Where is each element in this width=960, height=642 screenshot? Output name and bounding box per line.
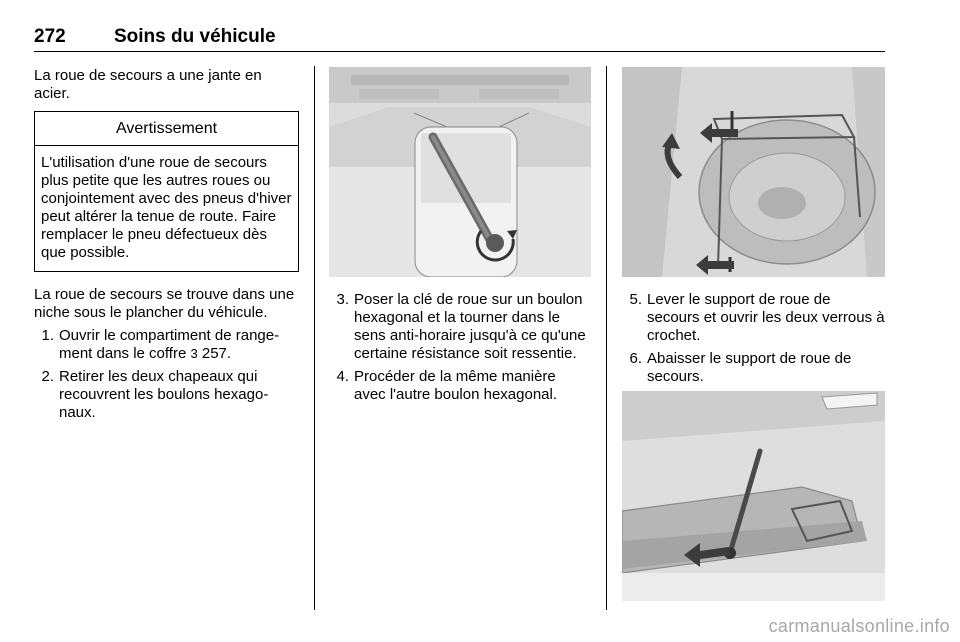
steps-list-3 xyxy=(622,291,886,386)
warning-box xyxy=(34,111,299,272)
page-reference[interactable]: 257. xyxy=(201,345,232,362)
step-item: 5. Lever le support de roue de secours et ouvrir les deux verrous à crochet. xyxy=(629,291,885,344)
column-divider-left xyxy=(314,66,315,610)
step-item: 1. Ouvrir le compartiment de rangement dans le coffre 3 257. xyxy=(41,327,280,362)
warning-title: Avertissement xyxy=(35,112,298,146)
spare-wheel-carrier-figure xyxy=(622,67,885,277)
step-item: 4. Procéder de la même manière avec l'autre boulon hexagonal. xyxy=(336,368,558,403)
step-item: 2. Retirer les deux chapeaux qui recouvrent les boulons hexagonaux. xyxy=(41,368,269,421)
column-divider-right xyxy=(606,66,607,610)
page-header xyxy=(34,26,885,52)
page-reference-icon: 3 xyxy=(190,346,198,361)
page-number: 272 xyxy=(34,26,66,47)
warning-text: L'utilisation d'une roue de secours plus petite que les autres roues ou conjointement avec des pneus d'hiver peut altérer la tenue de route. Faire remplacer le pneu défectueux dès que possible. xyxy=(41,154,292,261)
watermark: carmanualsonline.info xyxy=(768,616,950,636)
step-item: 6. Abaisser le support de roue de secours. xyxy=(629,350,852,385)
section-title: Soins du véhicule xyxy=(114,26,276,47)
location-text: La roue de secours se trouve dans une niche sous le plancher du véhicule. 1. Ouvrir le compartiment de rangement dans le coffre 3 257. 2. Retirer les deux chapeaux qui recouvrent les boulons hexagonaux. xyxy=(34,286,299,422)
intro-text: La roue de secours a une jante en acier. xyxy=(34,67,262,102)
step-item: 3. Poser la clé de roue sur un boulon hexagonal et la tourner dans le sens anti-horaire jusqu'à ce qu'une certaine résistance soit ressentie. xyxy=(336,291,586,362)
steps-list-2 xyxy=(329,291,591,404)
steps-column-3 xyxy=(622,291,886,386)
wrench-on-bolt-figure xyxy=(329,67,591,277)
steps-list-1 xyxy=(34,327,299,422)
lowering-carrier-figure xyxy=(622,391,885,601)
steps-column-2 xyxy=(329,291,591,404)
